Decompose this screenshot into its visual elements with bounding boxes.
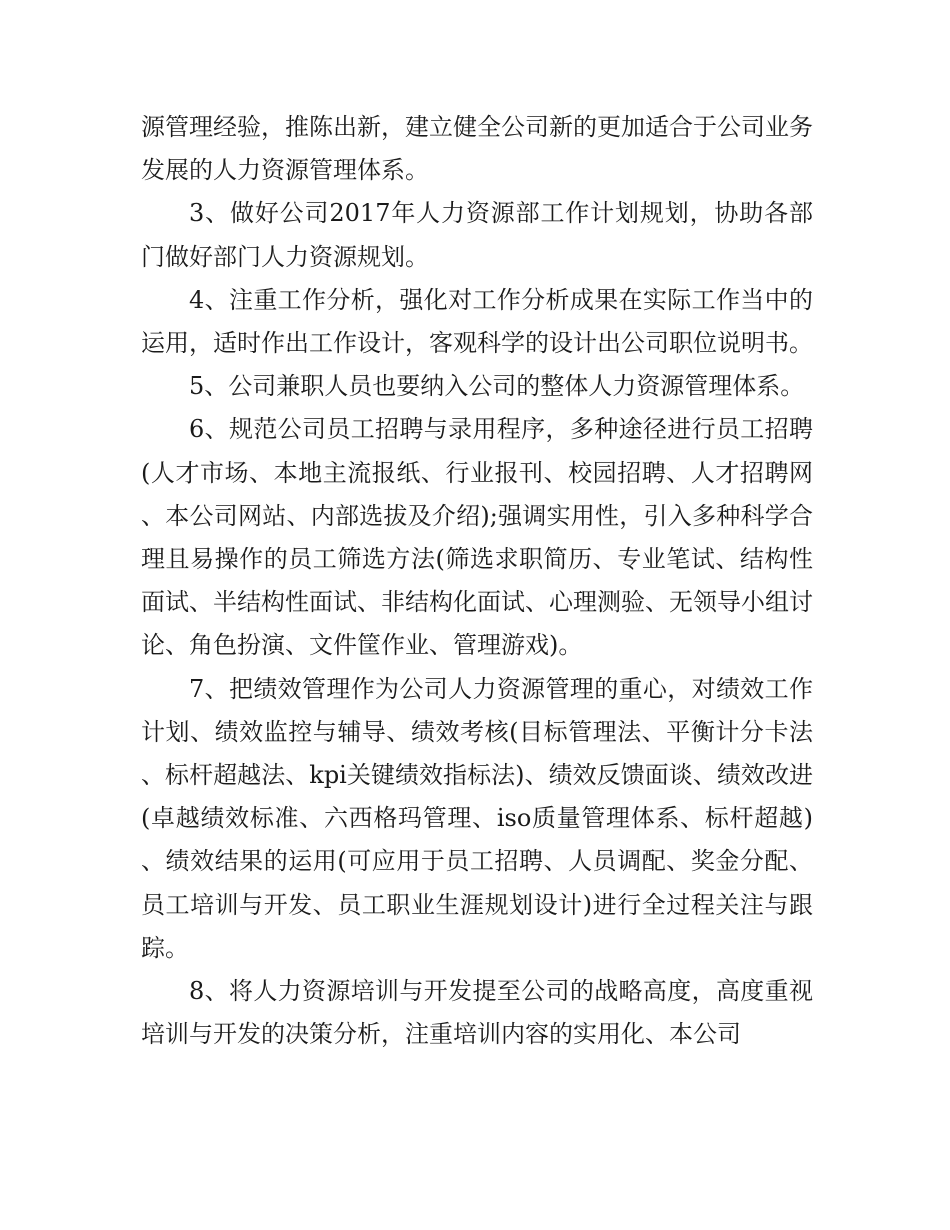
paragraph-item-7: 7、把绩效管理作为公司人力资源管理的重心，对绩效工作计划、绩效监控与辅导、绩效考核(目标管理法、平衡计分卡法、标杆超越法、kpi关键绩效指标法)、绩效反馈面谈、绩效改进(卓越绩效标准、六西格玛管理、iso质量管理体系、标杆超越)、绩效结果的运用(可应用于员工招聘、人员调配、奖金分配、员工培训与开发、员工职业生涯规划设计)进行全过程关注与跟踪。 <box>141 674 813 962</box>
paragraph-item-5: 5、公司兼职人员也要纳入公司的整体人力资源管理体系。 <box>189 372 805 401</box>
document-body <box>141 106 813 1056</box>
paragraph-item-3: 3、做好公司2017年人力资源部工作计划规划，协助各部门做好部门人力资源规划。 <box>141 199 813 271</box>
paragraph-item-8: 8、将人力资源培训与开发提至公司的战略高度，高度重视培训与开发的决策分析，注重培训内容的实用化、本公司 <box>141 977 813 1049</box>
paragraph-item-4: 4、注重工作分析，强化对工作分析成果在实际工作当中的运用，适时作出工作设计，客观科学的设计出公司职位说明书。 <box>141 285 813 358</box>
paragraph-item-6: 6、规范公司员工招聘与录用程序，多种途径进行员工招聘(人才市场、本地主流报纸、行业报刊、校园招聘、人才招聘网、本公司网站、内部选拔及介绍);强调实用性，引入多种科学合理且易操作的员工筛选方法(筛选求职简历、专业笔试、结构性面试、半结构性面试、非结构化面试、心理测验、无领导小组讨论、角色扮演、文件筐作业、管理游戏)。 <box>141 415 813 660</box>
paragraph-continuation: 源管理经验，推陈出新，建立健全公司新的更加适合于公司业务发展的人力资源管理体系。 <box>141 113 813 185</box>
